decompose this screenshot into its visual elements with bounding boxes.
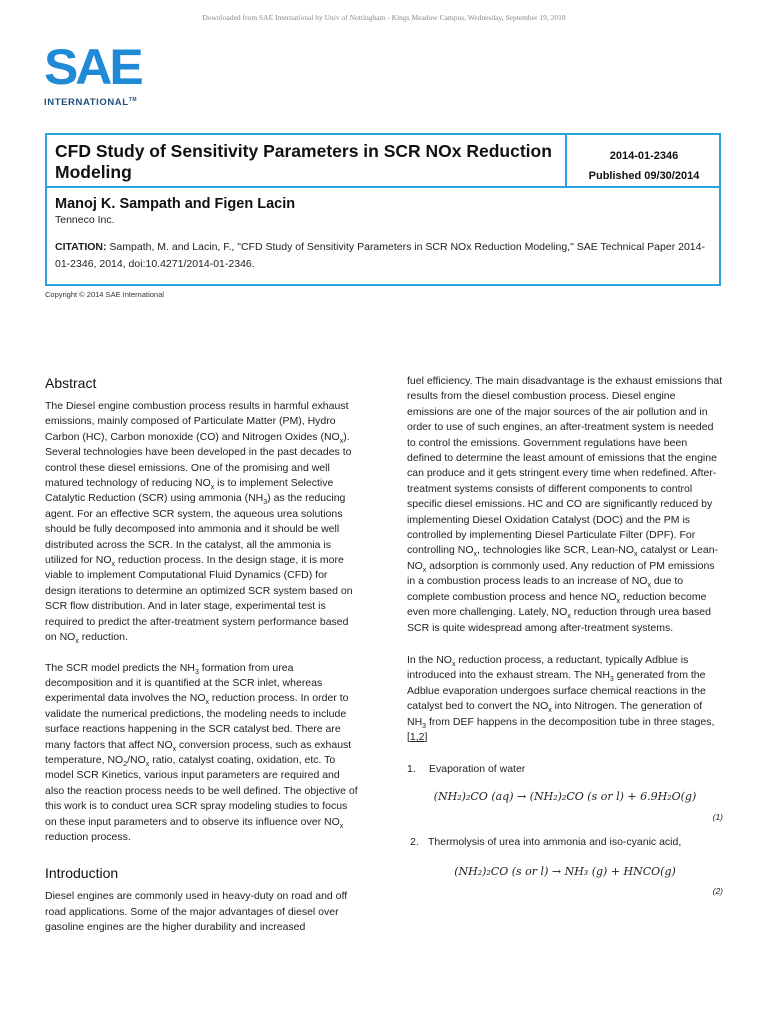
abstract-paragraph-2: The SCR model predicts the $NH_3$ formation from urea decomposition and it is quantified at the SCR inlet, whereas experimental data involves the $NO_x$ reduction process. In order to validate the numerical predictions, the modeling needs to include surface reactions happening in the SCR catalyst bed. There are many factors that affect $NO_x$ conversion process, such as exhaust temperature, $NO_2/NO_x$ ratio, catalyst coating, oxidation, etc. To model SCR Kinetics, various input parameters are required and also the reaction process needs to be well defined. The objective of this work is to conduct urea SCR spray modeling studies to focus on these input parameters and to observe its influence over $NO_x$ reduction process. bbox=[45, 661, 358, 843]
abstract-paragraph-1: The Diesel engine combustion process results in harmful exhaust emissions, mainly composed of Particulate Matter (PM), Hydro Carbon (HC), Carbon monoxide (CO) and Nitrogen Oxides $(NO_x)$. Several technologies have been developed in the past decades to control these diesel emissions. One of the promising and well matured technology of reducing $NO_x$ is to implement Selective Catalytic Reduction (SCR) using ammonia $(NH_3)$ as the reducing agent. For an effective SCR system, the aqueous urea solutions should be fully decomposed into ammonia and it should be well distributed across the SCR. In the catalyst, all the ammonia is utilized for $NO_x$ reduction process. In the design stage, it is more viable to implement Computational Fluid Dynamics (CFD) for design iterations to determine an optimized SCR system based on SCR flow distribution. And in later stage, experimental test is required to predict the after-treatment system performance based on $NO_x$ reduction. bbox=[45, 400, 353, 646]
list-item-thermolysis: 2. Thermolysis of urea into ammonia and iso-cyanic acid, bbox=[410, 836, 682, 849]
equation-1-number: (1) bbox=[712, 812, 723, 823]
intro-paragraph-continued: fuel efficiency. The main disadvantage is the exhaust emissions that results from the diesel combustion process. Diesel engine emissions are one of the major sources of the air pollution and in order to use of such engines, an after-treatment system is needed to control the emissions. Government regulations have been defined to determine the least amount of emissions that the engine can produce and it gets stringent every time when redefined. After-treatment systems consists of different components to control specific diesel emissions. HC and CO are significantly reduced by implementing Diesel Oxidation Catalyst (DOC) and the PM is controlled by implementing Diesel Particulate Filter (DPF). For controlling $NO_x$, technologies like SCR, Lean-$NO_x$ catalyst or Lean-$NO_x$ adsorption is commonly used. Any reduction of PM emissions in a combustion process leads to an increase of $NO_x$ due to complete combustion process and hence $NO_x$ reduction become even more challenging. Lately, $NO_x$ reduction through urea based SCR is quite widespread among after-treatment systems. bbox=[407, 375, 723, 634]
sae-logo bbox=[44, 39, 144, 112]
equation-2-number: (2) bbox=[712, 886, 723, 897]
paper-title: CFD Study of Sensitivity Parameters in SCR NOx Reduction Modeling bbox=[55, 141, 552, 182]
equation-1: (NH₂)₂CO (aq) → (NH₂)₂CO (s or l) + 6.9H₂O(g) bbox=[433, 790, 697, 804]
introduction-paragraph-1: Diesel engines are commonly used in heavy-duty on road and off road applications. Some of the major advantages of diesel over gasoline engines are the higher durability and increased bbox=[45, 890, 348, 934]
logo-sub-text: INTERNATIONAL bbox=[44, 97, 129, 108]
abstract-heading: Abstract bbox=[45, 375, 97, 391]
copyright-notice: Copyright © 2014 SAE International bbox=[45, 290, 164, 299]
right-column bbox=[407, 374, 723, 897]
list-item-evaporation: 1. Evaporation of water bbox=[407, 763, 526, 776]
citation-label: CITATION: bbox=[55, 241, 107, 253]
citation bbox=[55, 239, 713, 273]
logo-trademark: TM bbox=[128, 97, 138, 103]
reference-link[interactable]: 1,2 bbox=[409, 730, 425, 743]
introduction-heading: Introduction bbox=[45, 865, 119, 882]
reduction-process-paragraph: In the $NO_x$ reduction process, a reductant, typically Adblue is introduced into the exhaust stream. The $NH_3$ generated from the Adblue evaporation undergoes surface chemical reactions in the catalyst bed to convert the $NO_x$ into Nitrogen. The generation of $NH_3$ from DEF happens in the decomposition tube in three stages, [1,2] bbox=[407, 653, 715, 743]
citation-text: Sampath, M. and Lacin, F., "CFD Study of Sensitivity Parameters in SCR NOx Reduction Modeling," SAE Technical Paper 2014-01-2346, 2014, doi:10.4271/2014-01-2346. bbox=[55, 241, 705, 270]
paper-header-box bbox=[45, 133, 721, 286]
logo-subtitle bbox=[44, 97, 144, 108]
equation-2: (NH₂)₂CO (s or l) → NH₃ (g) + HNCO(g) bbox=[454, 865, 676, 879]
authors-cell bbox=[47, 188, 721, 280]
affiliation: Tenneco Inc. bbox=[55, 214, 115, 226]
authors: Manoj K. Sampath and Figen Lacin bbox=[55, 196, 296, 212]
title-cell bbox=[47, 135, 567, 188]
paper-number: 2014-01-2346 bbox=[609, 150, 679, 162]
download-watermark: Downloaded from SAE International by Univ of Nottingham - Kings Meadow Campus, Wednesday, September 19, 2018 bbox=[202, 13, 566, 22]
left-column bbox=[45, 373, 361, 936]
published-date: Published 09/30/2014 bbox=[588, 170, 700, 182]
paper-meta-cell bbox=[567, 135, 721, 188]
logo-letters: SAE bbox=[44, 39, 141, 95]
